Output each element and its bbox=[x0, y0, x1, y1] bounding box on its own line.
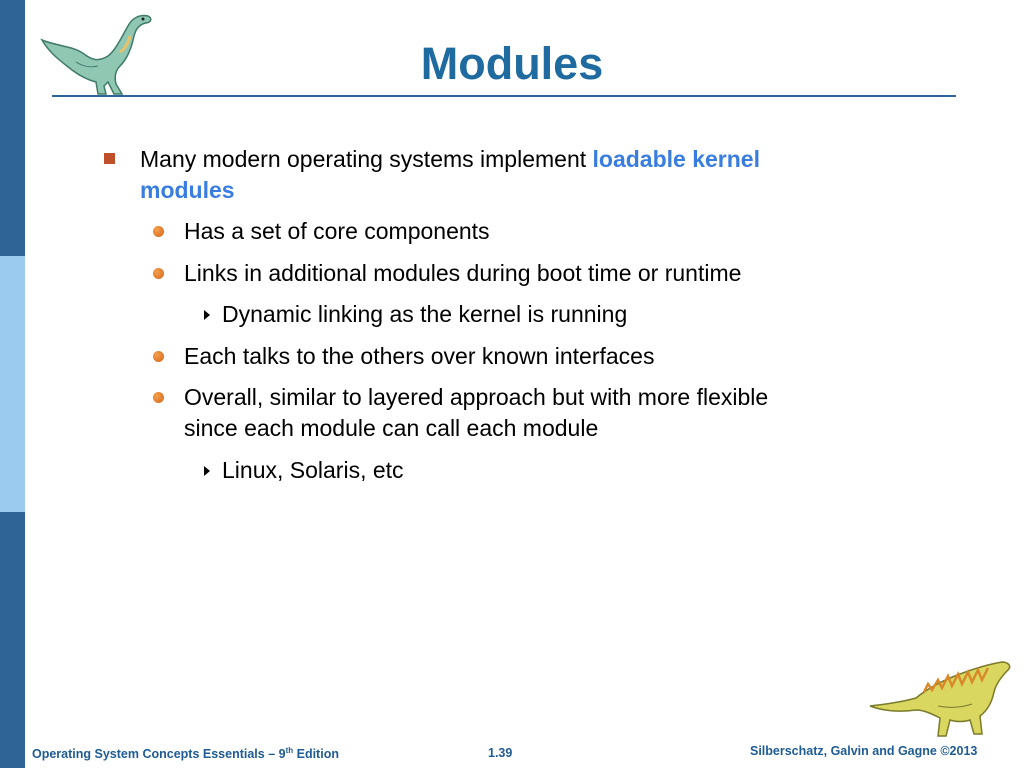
title-divider bbox=[52, 95, 956, 97]
footer-copyright: Silberschatz, Galvin and Gagne ©2013 bbox=[750, 744, 978, 758]
sidebar-band-middle bbox=[0, 256, 25, 512]
keyword-modules: modules bbox=[140, 177, 235, 203]
bullet-main bbox=[140, 144, 860, 206]
keyword-loadable-kernel: loadable kernel bbox=[592, 146, 760, 172]
triangle-arrow-icon bbox=[204, 466, 210, 476]
footer-book-prefix: Operating System Concepts Essentials – 9 bbox=[32, 747, 286, 762]
bullet-layered-line2: since each module can call each module bbox=[184, 415, 599, 441]
bullet-linux-solaris: Linux, Solaris, etc bbox=[222, 457, 404, 483]
page-title: Modules bbox=[420, 38, 604, 89]
sidebar-band-bottom bbox=[0, 512, 25, 768]
footer-book-title bbox=[32, 746, 339, 761]
footer-book-suffix: Edition bbox=[293, 747, 339, 762]
round-bullet-icon bbox=[153, 392, 164, 403]
round-bullet-icon bbox=[153, 226, 164, 237]
triangle-arrow-icon bbox=[204, 310, 210, 320]
dinosaur-icon bbox=[868, 658, 1016, 742]
footer-page-number: 1.39 bbox=[488, 746, 513, 760]
bullet-links-modules: Links in additional modules during boot time or runtime bbox=[184, 260, 742, 286]
bullet-main-text: Many modern operating systems implement bbox=[140, 146, 593, 172]
bullet-layered-line1: Overall, similar to layered approach but with more flexible bbox=[184, 384, 769, 410]
bullet-known-interfaces: Each talks to the others over known interfaces bbox=[184, 343, 655, 369]
bullet-layered-approach bbox=[184, 382, 864, 444]
bullet-dynamic-linking: Dynamic linking as the kernel is running bbox=[222, 301, 628, 327]
round-bullet-icon bbox=[153, 351, 164, 362]
square-bullet-icon bbox=[104, 153, 115, 164]
bullet-core-components: Has a set of core components bbox=[184, 218, 490, 244]
footer-book-sup: th bbox=[285, 746, 294, 755]
round-bullet-icon bbox=[153, 268, 164, 279]
